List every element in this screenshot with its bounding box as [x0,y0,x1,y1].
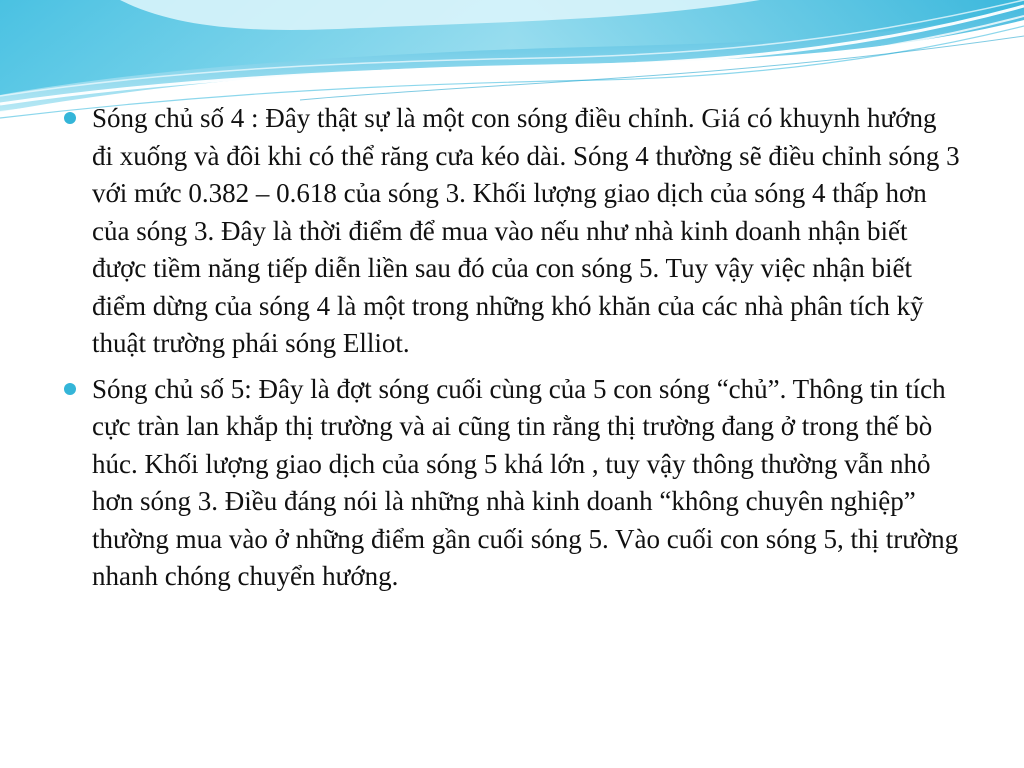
bullet-dot-icon [64,112,76,124]
slide-body [62,100,962,604]
bullet-text: Sóng chủ số 5: Đây là đợt sóng cuối cùng của 5 con sóng “chủ”. Thông tin tích cực tràn lan khắp thị trường và ai cũng tin rằng thị trường đang ở trong thế bò húc. Khối lượng giao dịch của sóng 5 khá lớn , tuy vậy thông thường vẫn nhỏ hơn sóng 3. Điều đáng nói là những nhà kinh doanh “không chuyên nghiệp” thường mua vào ở những điểm gần cuối sóng 5. Vào cuối con sóng 5, thị trường nhanh chóng chuyển hướng. [92,373,959,591]
bullet-list [62,100,962,596]
bullet-text: Sóng chủ số 4 : Đây thật sự là một con sóng điều chỉnh. Giá có khuynh hướng đi xuống và đôi khi có thể răng cưa kéo dài. Sóng 4 thường sẽ điều chỉnh sóng 3 với mức 0.382 – 0.618 của sóng 3. Khối lượng giao dịch của sóng 4 thấp hơn của sóng 3. Đây là thời điểm để mua vào nếu như nhà kinh doanh nhận biết được tiềm năng tiếp diễn liền sau đó của con sóng 5. Tuy vậy việc nhận biết điểm dừng của sóng 4 là một trong những khó khăn của các nhà phân tích kỹ thuật trường phái sóng Elliot. [92,103,960,358]
bullet-item-wave-5 [62,371,962,596]
bullet-item-wave-4 [62,100,962,363]
bullet-dot-icon [64,383,76,395]
